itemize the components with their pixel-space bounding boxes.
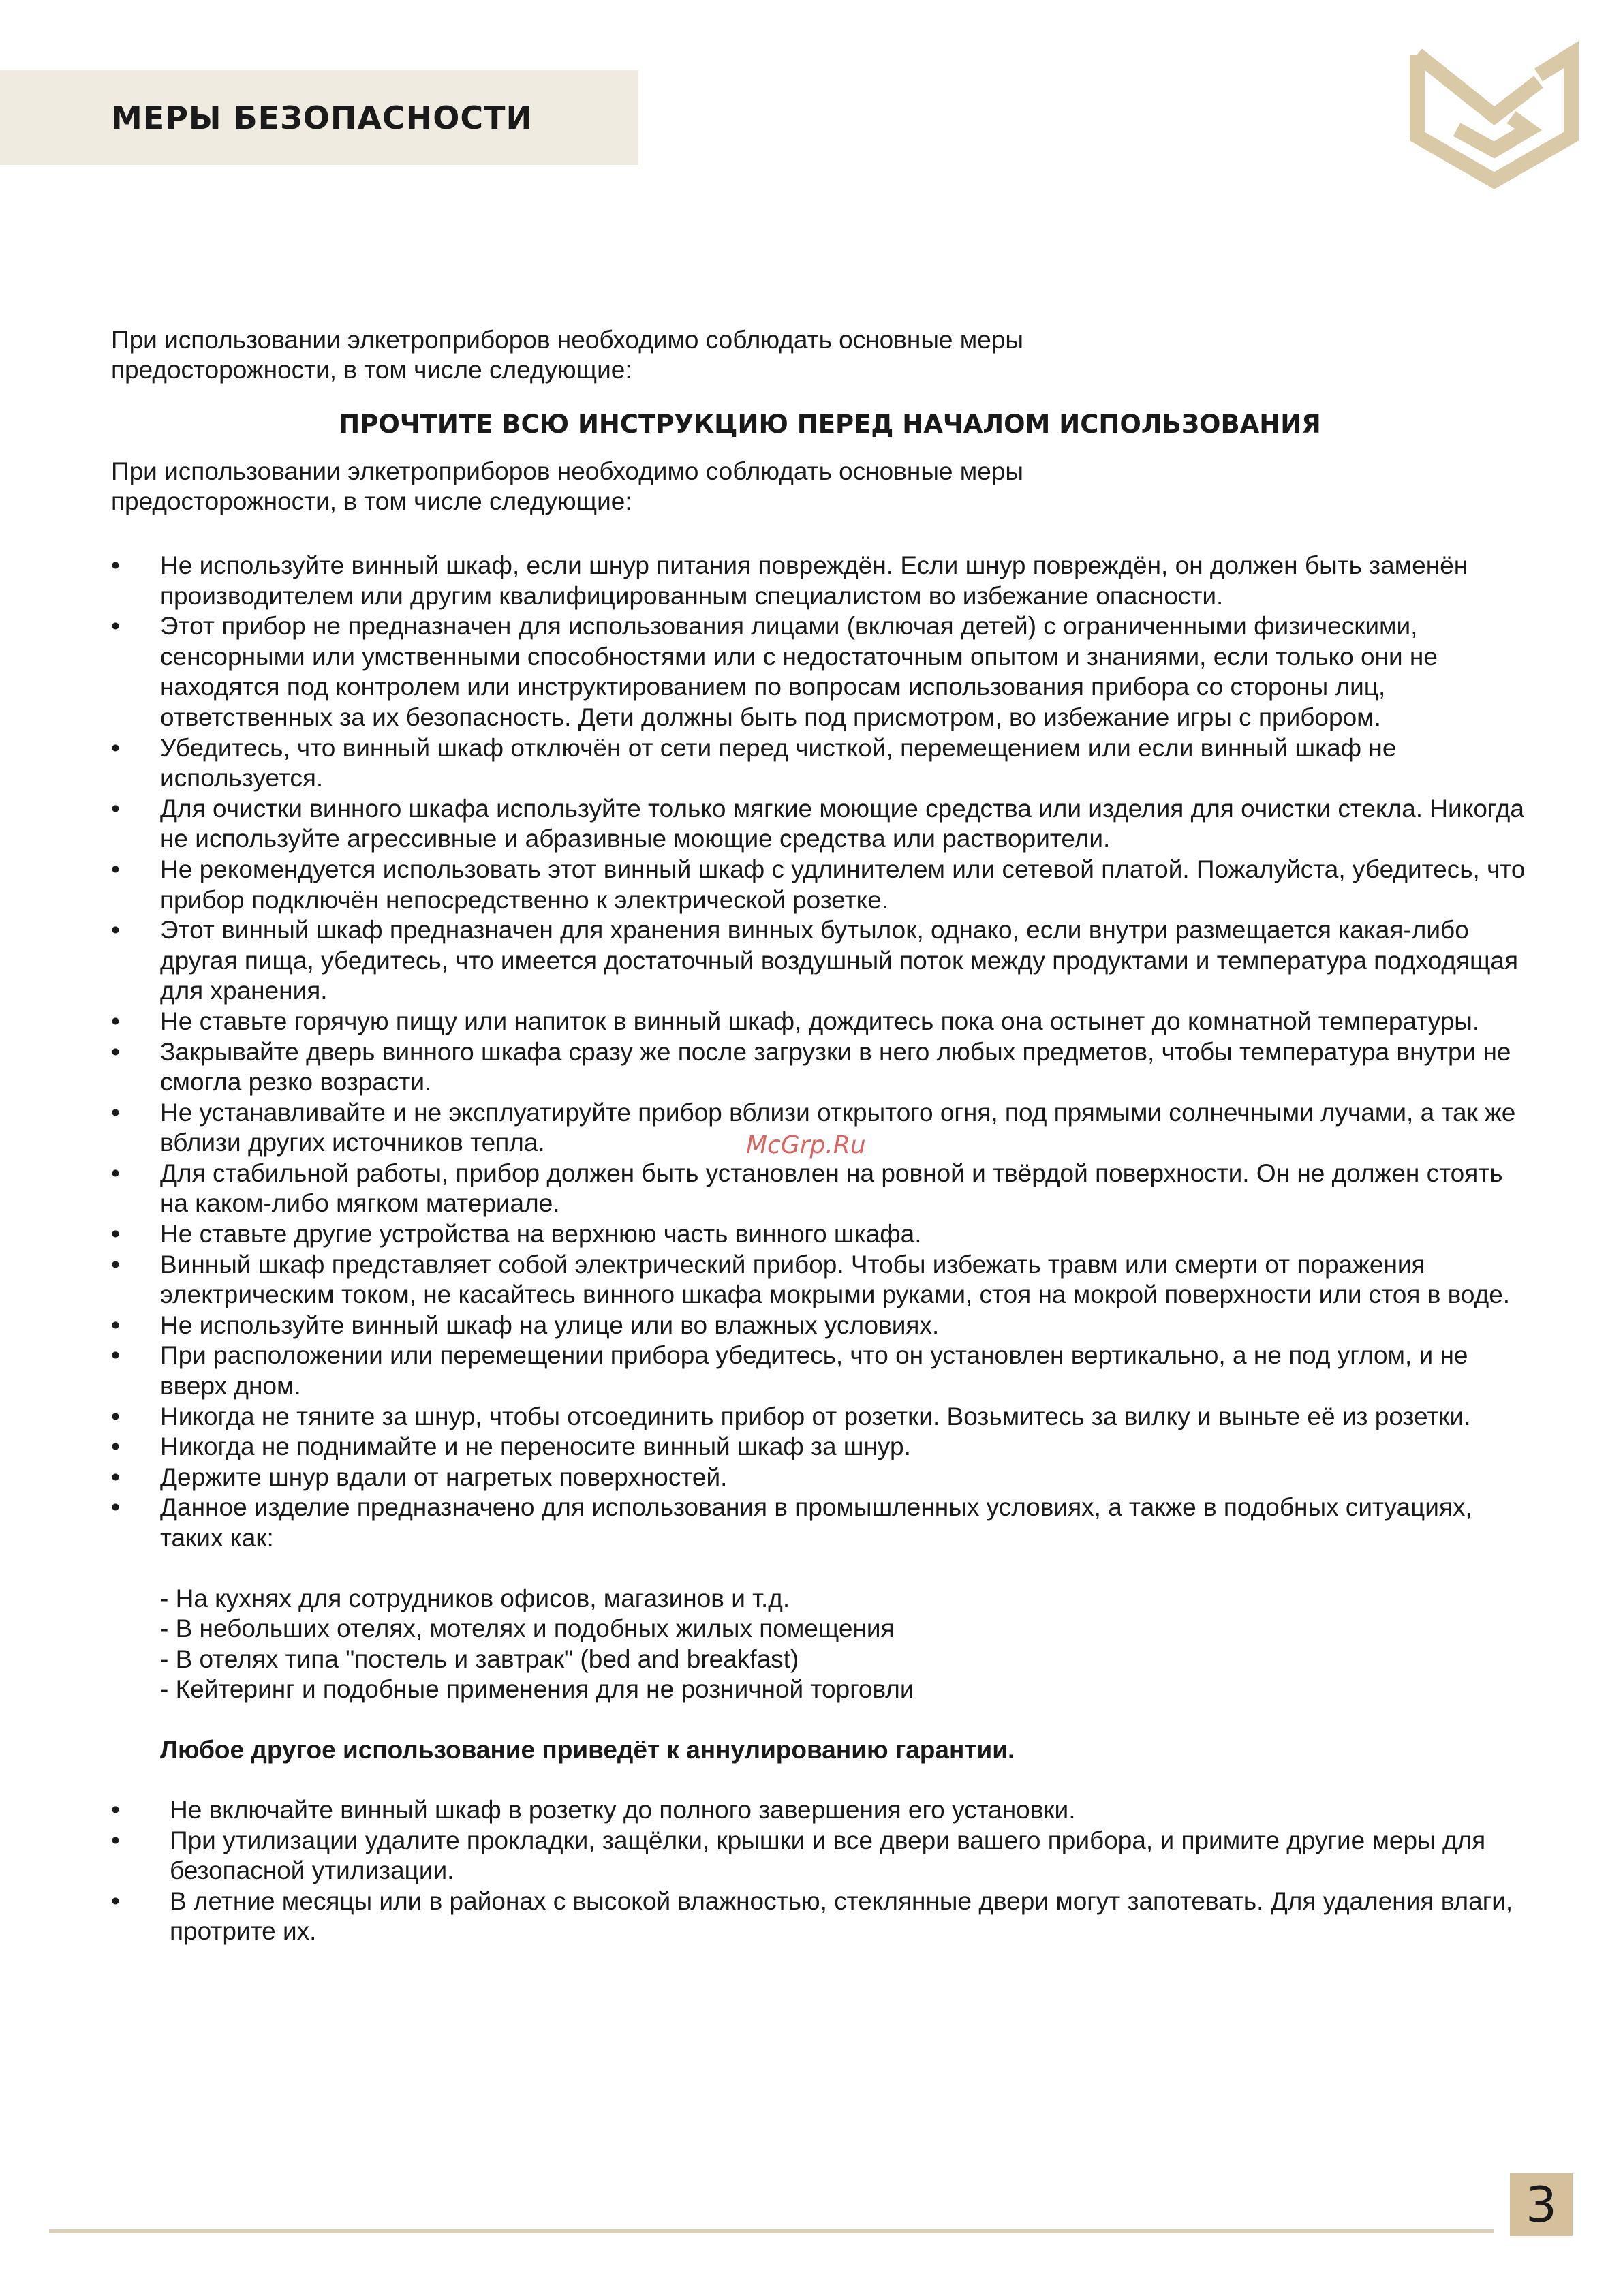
sublist-item: - В отелях типа "постель и завтрак" (bed and breakfast): [160, 1644, 799, 1673]
list-item: • Данное изделие предназначено для использования в промышленных условиях, а также в подобных ситуациях, таких как:: [111, 1493, 1528, 1553]
list-item: • Для стабильной работы, прибор должен быть установлен на ровной и твёрдой поверхности. Он не должен стоять на каком-либо мягком материале.: [111, 1159, 1528, 1219]
warranty-notice: Любое другое использование приведёт к аннулированию гарантии.: [160, 1735, 1015, 1764]
list-item: • Этот прибор не предназначен для использования лицами (включая детей) с ограниченными физическими, сенсорными или умственными способностями или с недостаточным опытом и знаниями, если только они не находятся под контролем или инструктированием по вопросам использования прибора со стороны лиц, ответственных за их безопасность. Дети должны быть под присмотром, во избежание игры с прибором.: [111, 611, 1528, 733]
list-item: • При расположении или перемещении прибора убедитесь, что он установлен вертикально, а не под углом, и не вверх дном.: [111, 1341, 1528, 1401]
list-item: • Для очистки винного шкафа используйте только мягкие моющие средства или изделия для очистки стекла. Никогда не используйте агрессивные и абразивные моющие средства или растворители.: [111, 794, 1528, 855]
brand-logo-icon: [1409, 41, 1579, 191]
sublist-item: - На кухнях для сотрудников офисов, магазинов и т.д.: [160, 1584, 790, 1612]
intro-paragraph-1: При использовании элкетроприборов необходимо соблюдать основные меры предосторожности, в том числе следующие:: [111, 326, 1023, 384]
list-item: • Никогда не поднимайте и не переносите винный шкаф за шнур.: [111, 1432, 1528, 1463]
list-item: • Никогда не тяните за шнур, чтобы отсоединить прибор от розетки. Возьмитесь за вилку и выньте её из розетки.: [111, 1402, 1528, 1433]
header-band: [0, 70, 638, 165]
list-item: • Закрывайте дверь винного шкафа сразу же после загрузки в него любых предметов, чтобы температура внутри не смогла резко возрасти.: [111, 1037, 1528, 1098]
additional-safety-list: [111, 1795, 1528, 1947]
list-item: • При утилизации удалите прокладки, защёлки, крышки и все двери вашего прибора, и примите другие меры для безопасной утилизации.: [111, 1826, 1528, 1886]
list-item: • Держите шнур вдали от нагретых поверхностей.: [111, 1463, 1528, 1493]
page-title: МЕРЫ БЕЗОПАСНОСТИ: [111, 99, 533, 136]
list-item: • Не рекомендуется использовать этот винный шкаф с удлинителем или сетевой платой. Пожалуйста, убедитесь, что прибор подключён непосредственно к электрической розетке.: [111, 855, 1528, 915]
intro-paragraph-2: При использовании элкетроприборов необходимо соблюдать основные меры предосторожности, в том числе следующие:: [111, 457, 1023, 515]
sublist-item: - Кейтеринг и подобные применения для не розничной торговли: [160, 1675, 914, 1704]
page-number: 3: [1510, 2173, 1573, 2236]
sublist-item: - В небольших отелях, мотелях и подобных жилых помещения: [160, 1614, 895, 1643]
list-item: • Не ставьте другие устройства на верхнюю часть винного шкафа.: [111, 1219, 1528, 1250]
list-item: • В летние месяцы или в районах с высокой влажностью, стеклянные двери могут запотевать. Для удаления влаги, протрите их.: [111, 1886, 1528, 1947]
list-item: • Не ставьте горячую пищу или напиток в винный шкаф, дождитесь пока она остынет до комнатной температуры.: [111, 1007, 1528, 1037]
usage-sublist: [160, 1584, 1528, 1705]
list-item: • Не используйте винный шкаф, если шнур питания повреждён. Если шнур повреждён, он должен быть заменён производителем или другим квалифицированным специалистом во избежание опасности.: [111, 551, 1528, 611]
section-heading: ПРОЧТИТЕ ВСЮ ИНСТРУКЦИЮ ПЕРЕД НАЧАЛОМ ИСПОЛЬЗОВАНИЯ: [339, 410, 1321, 439]
watermark: McGrp.Ru: [746, 1131, 866, 1159]
list-item: • Не используйте винный шкаф на улице или во влажных условиях.: [111, 1311, 1528, 1341]
list-item: • Убедитесь, что винный шкаф отключён от сети перед чисткой, перемещением или если винный шкаф не используется.: [111, 733, 1528, 794]
footer-divider: [49, 2229, 1494, 2233]
list-item: • Этот винный шкаф предназначен для хранения винных бутылок, однако, если внутри размещается какая-либо другая пища, убедитесь, что имеется достаточный воздушный поток между продуктами и температура подходящая для хранения.: [111, 915, 1528, 1007]
list-item: • Винный шкаф представляет собой электрический прибор. Чтобы избежать травм или смерти от поражения электрическим током, не касайтесь винного шкафа мокрыми руками, стоя на мокрой поверхности или стоя в воде.: [111, 1250, 1528, 1311]
list-item: • Не устанавливайте и не эксплуатируйте прибор вблизи открытого огня, под прямыми солнечными лучами, а так же вблизи других источников тепла.: [111, 1098, 1528, 1159]
safety-list: [111, 551, 1528, 1554]
list-item: • Не включайте винный шкаф в розетку до полного завершения его установки.: [111, 1795, 1528, 1826]
